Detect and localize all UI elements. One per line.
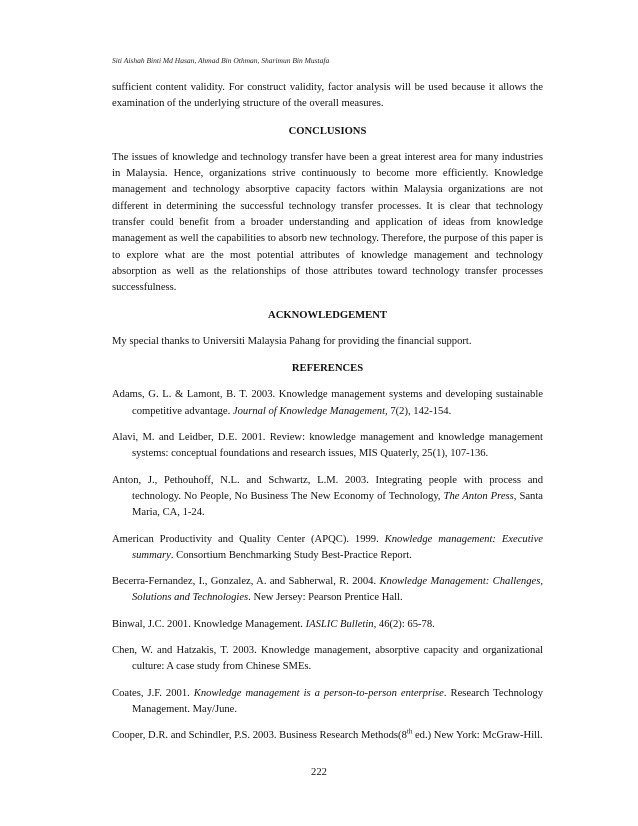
ref-text: Chen, W. and Hatzakis, T. 2003. Knowledge management, absorptive capacity and organizational culture: A case study from Chinese SMEs. [112,645,543,673]
ref-text-end: . New Jersey: Pearson Prentice Hall. [248,592,403,604]
ref-text: Anton, J., Pethouhoff, N.L. and Schwartz, L.M. 2003. Integrating people with process and technology. No People, No Business The New Economy of Technology, [112,474,543,502]
conclusions-heading: CONCLUSIONS [288,125,367,137]
reference-item [112,617,543,633]
reference-item [112,430,543,463]
ref-italic: Knowledge management: Executive summary [132,533,543,561]
ref-text: Coates, J.F. 2001. [112,687,194,699]
ref-text-end: , Santa Maria, CA, 1-24. [132,490,543,519]
acknowledgement-heading: ACKNOWLEDGEMENT [268,309,387,321]
acknowledgement-paragraph: My special thanks to Universiti Malaysia Pahang for providing the financial support. [112,335,472,347]
reference-item [112,643,543,676]
reference-item [112,686,543,719]
reference-item [112,473,543,522]
ref-text-end: . Consortium Benchmarking Study Best-Practice Report. [170,549,412,561]
running-head: Siti Aishah Binti Md Hasan, Ahmad Bin Othman, Sharimun Bin Mustafa [112,56,330,65]
conclusions-paragraph: The issues of knowledge and technology transfer have been a great interest area for many industries in Malaysia. Hence, organizations strive continuously to become more efficiently. Knowledge management and technology absorptive capacity factors within Malaysia organizations are not different in determining the successful technology transfer processes. It is clear that technology transfer could benefit from a broader understanding and application of ideas from knowledge management as well the capabilities to absorb new technology. Therefore, the purpose of this paper is to explore what are the most potential attributes of knowledge management and technology absorption as well as the relationships of those attributes toward technology transfer processes successfulness. [112,151,543,294]
intro-paragraph: sufficient content validity. For construct validity, factor analysis will be used because it allows the examination of the underlying structure of the overall measures. [112,82,543,110]
ref-text: Cooper, D.R. and Schindler, P.S. 2003. Business Research Methods(8 [112,730,407,742]
ref-italic: Knowledge Management: Challenges, Solutions and Technologies [132,576,543,604]
ref-italic: The Anton Press [443,490,514,502]
ref-text: Becerra-Fernandez, I., Gonzalez, A. and Sabherwal, R. 2004. [112,576,380,588]
ref-text: Binwal, J.C. 2001. Knowledge Management. [112,618,306,630]
reference-item [112,532,543,565]
page-body [112,80,543,755]
ref-text-end: , 46(2): 65-78. [373,618,435,630]
reference-item [112,387,543,420]
ref-superscript: th [406,727,413,736]
reference-item [112,574,543,607]
ref-italic: Journal of Knowledge Management, [232,405,388,417]
ref-text: Alavi, M. and Leidber, D.E. 2001. Review: knowledge management and knowledge management systems: conceptual foundations and research issues, MIS Quaterly, 25(1), 107-136. [112,432,543,460]
references-heading: REFERENCES [291,363,364,375]
ref-italic: IASLIC Bulletin [305,618,374,630]
ref-italic: Knowledge management is a person-to-person enterprise [193,687,444,699]
page-number: 222 [311,767,327,778]
ref-text-end: ed.) New York: McGraw-Hill. [412,730,543,742]
ref-text: Adams, G. L. & Lamont, B. T. 2003. Knowledge management systems and developing sustainable competitive advantage. [112,389,543,417]
ref-text-end: . Research Technology Management. May/June. [132,687,543,715]
reference-item-cooper [112,728,543,744]
ref-text-end: 7(2), 142-154. [387,405,452,417]
ref-text: American Productivity and Quality Center (APQC). 1999. [112,533,385,545]
